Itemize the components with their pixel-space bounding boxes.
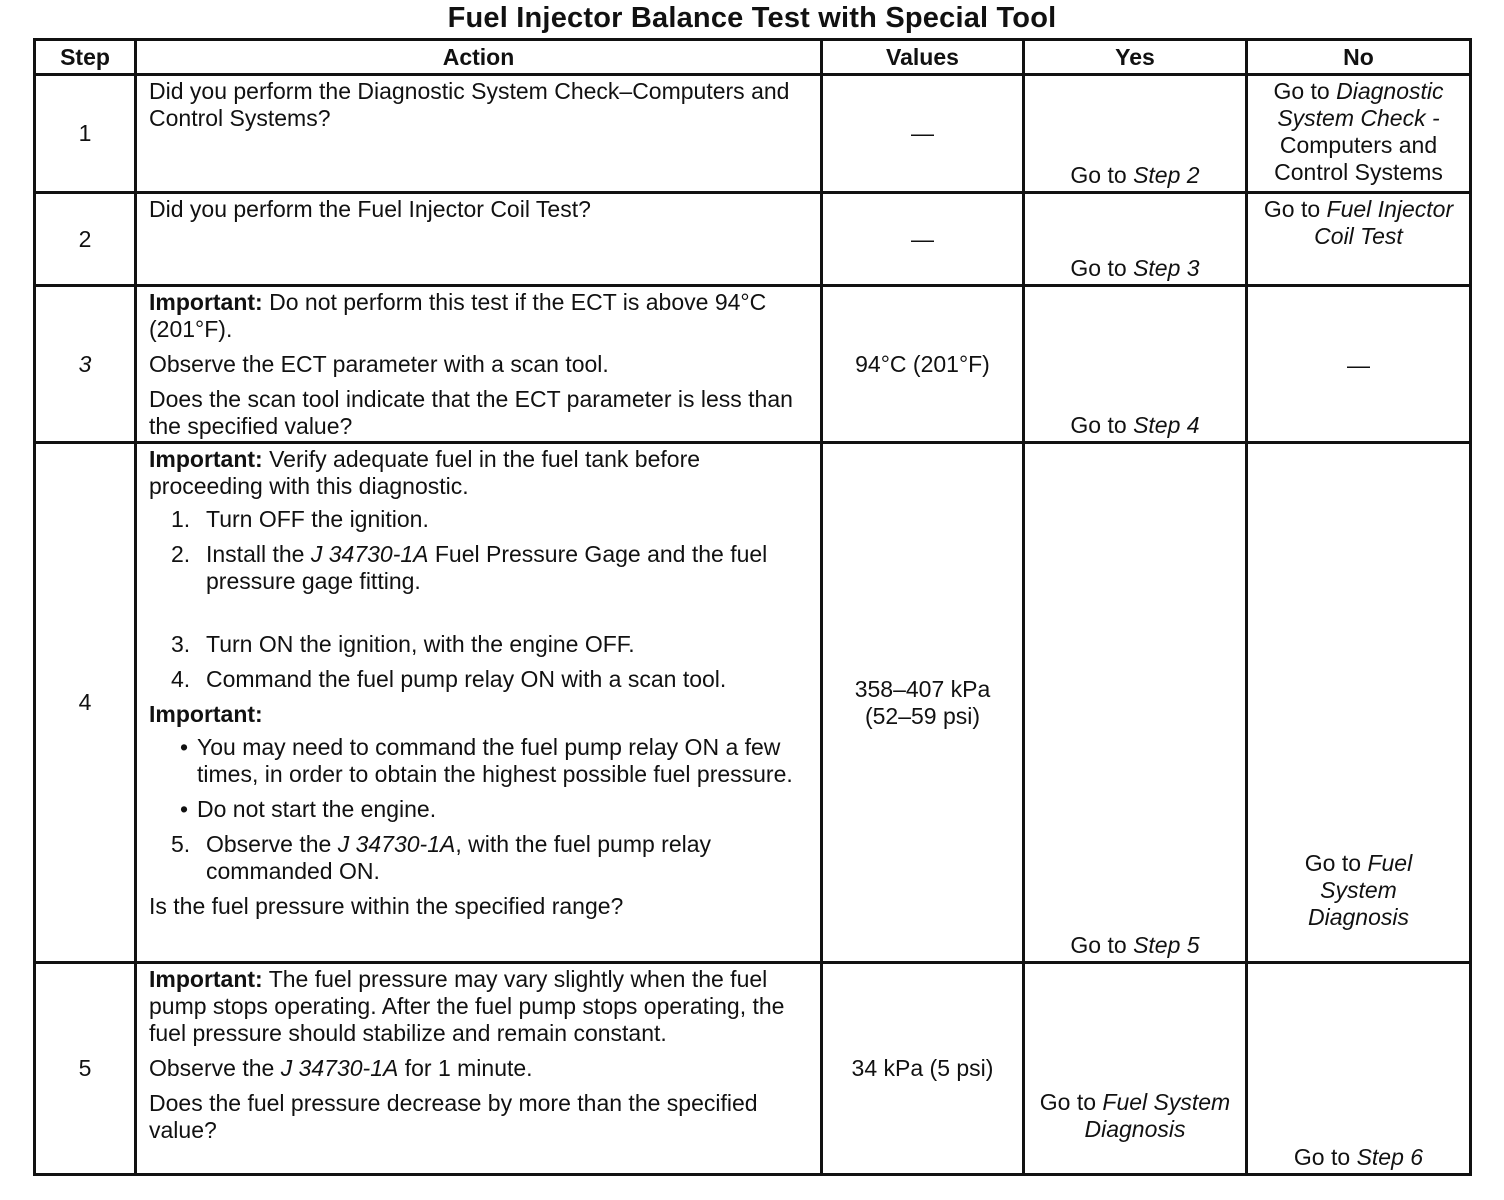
- values-line: 358–407 kPa: [854, 675, 991, 702]
- important-text: Do not perform this test if the ECT is above 94°C (201°F).: [149, 289, 767, 342]
- list-text-post: , with the fuel pump relay commanded ON.: [206, 831, 712, 884]
- important-note: [149, 966, 818, 1047]
- list-text: [206, 541, 818, 595]
- table-row: [35, 75, 1471, 193]
- list-text: Do not start the engine.: [197, 796, 437, 822]
- no-link[interactable]: Step 6: [1356, 1144, 1424, 1170]
- important-label: Important:: [149, 289, 263, 315]
- yes-prefix: Go to: [1070, 255, 1134, 281]
- yes-link[interactable]: Fuel System Diagnosis: [1084, 1089, 1231, 1142]
- list-number: 4.: [171, 666, 191, 692]
- values-cell: —: [822, 75, 1024, 193]
- list-text: Turn OFF the ignition.: [206, 506, 429, 532]
- table-row: [35, 286, 1471, 443]
- list-text-pre: Observe the: [206, 831, 338, 857]
- values-cell: —: [822, 193, 1024, 286]
- action-question: Does the fuel pressure decrease by more than the specified value?: [149, 1090, 758, 1143]
- step-number: 5: [35, 963, 136, 1175]
- yes-prefix: Go to: [1070, 932, 1134, 958]
- action-text-post: for 1 minute.: [398, 1055, 533, 1081]
- tool-reference: J 34730-1A: [310, 541, 429, 567]
- table-row: [35, 963, 1471, 1175]
- no-cell: [1247, 443, 1471, 963]
- important-note: [149, 446, 818, 500]
- page-title: Fuel Injector Balance Test with Special Tool: [447, 2, 1057, 34]
- list-text-post: Fuel Pressure Gage and the fuel pressure gage fitting.: [206, 541, 768, 594]
- header-row: [35, 40, 1471, 75]
- list-item: [171, 831, 818, 885]
- list-item: [171, 796, 818, 823]
- list-text: Command the fuel pump relay ON with a scan tool.: [206, 666, 727, 692]
- list-number: 3.: [171, 631, 191, 657]
- step-number: 1: [35, 75, 136, 193]
- action-text: Observe the ECT parameter with a scan tool.: [149, 351, 609, 377]
- bullet-icon: •: [179, 796, 189, 822]
- no-prefix: Go to: [1293, 1144, 1357, 1170]
- list-text: [206, 831, 818, 885]
- important-label: Important:: [149, 966, 263, 992]
- action-cell: [136, 963, 822, 1175]
- no-link[interactable]: Fuel System Diagnosis: [1308, 850, 1413, 930]
- header-no: No: [1247, 40, 1471, 75]
- yes-cell: [1024, 286, 1247, 443]
- important-note: [149, 289, 818, 343]
- no-prefix: Go to: [1273, 78, 1337, 104]
- list-text-pre: Install the: [206, 541, 311, 567]
- values-cell: [822, 443, 1024, 963]
- header-action: Action: [136, 40, 822, 75]
- action-text: Did you perform the Diagnostic System Check–Computers and Control Systems?: [149, 78, 790, 131]
- important-note: [149, 701, 818, 728]
- no-link[interactable]: Diagnostic System Check -: [1277, 78, 1444, 131]
- step-number: 2: [35, 193, 136, 286]
- no-suffix: Computers and Control Systems: [1274, 132, 1443, 185]
- important-label: Important:: [149, 701, 263, 727]
- tool-reference: J 34730-1A: [337, 831, 456, 857]
- bullet-list: [171, 734, 818, 823]
- yes-link[interactable]: Step 5: [1133, 932, 1200, 958]
- list-number: 2.: [171, 541, 191, 567]
- procedure-list: [171, 831, 818, 885]
- no-cell: —: [1247, 286, 1471, 443]
- yes-cell: [1024, 75, 1247, 193]
- list-text: Turn ON the ignition, with the engine OFF.: [206, 631, 635, 657]
- yes-link[interactable]: Step 2: [1133, 162, 1200, 188]
- no-wrapper: [1284, 850, 1434, 931]
- no-link[interactable]: Fuel Injector Coil Test: [1314, 196, 1454, 249]
- table-row: [35, 193, 1471, 286]
- step-number: [35, 286, 136, 443]
- action-question: Does the scan tool indicate that the ECT parameter is less than the specified value?: [149, 386, 793, 439]
- table-row: [35, 443, 1471, 963]
- list-number: 1.: [171, 506, 191, 532]
- header-step: Step: [35, 40, 136, 75]
- no-cell: [1247, 75, 1471, 193]
- list-item: [171, 734, 818, 788]
- step-number: 4: [35, 443, 136, 963]
- yes-cell: [1024, 963, 1247, 1175]
- yes-prefix: Go to: [1070, 162, 1134, 188]
- list-item: [171, 631, 818, 658]
- action-cell: [136, 193, 822, 286]
- action-cell: [136, 286, 822, 443]
- procedure-list: [171, 506, 818, 693]
- action-text: [149, 1055, 818, 1082]
- diagnostic-table: [33, 38, 1472, 1176]
- list-number: 5.: [171, 831, 191, 857]
- bullet-icon: •: [179, 734, 189, 760]
- important-label: Important:: [149, 446, 263, 472]
- no-cell: [1247, 193, 1471, 286]
- yes-prefix: Go to: [1070, 412, 1134, 438]
- important-text: The fuel pressure may vary slightly when the fuel pump stops operating. After the fuel pump stops operating, the fuel pressure should stabilize and remain constant.: [149, 966, 785, 1046]
- no-cell: [1247, 963, 1471, 1175]
- yes-link[interactable]: Step 3: [1133, 255, 1200, 281]
- yes-prefix: Go to: [1039, 1089, 1103, 1115]
- important-text: Verify adequate fuel in the fuel tank before proceeding with this diagnostic.: [149, 446, 701, 499]
- list-item: [171, 506, 818, 533]
- list-text: You may need to command the fuel pump relay ON a few times, in order to obtain the highest possible fuel pressure.: [197, 734, 793, 787]
- header-yes: Yes: [1024, 40, 1247, 75]
- step-number-text: 3: [78, 350, 92, 377]
- action-question: Is the fuel pressure within the specified range?: [149, 893, 624, 919]
- yes-cell: [1024, 443, 1247, 963]
- action-cell: [136, 75, 822, 193]
- list-item: [171, 541, 818, 595]
- values-cell: 94°C (201°F): [822, 286, 1024, 443]
- action-text-pre: Observe the: [149, 1055, 281, 1081]
- no-prefix: Go to: [1304, 850, 1368, 876]
- tool-reference: J 34730-1A: [280, 1055, 399, 1081]
- action-text: Did you perform the Fuel Injector Coil Test?: [149, 196, 591, 222]
- header-values: Values: [822, 40, 1024, 75]
- values-cell: 34 kPa (5 psi): [822, 963, 1024, 1175]
- action-cell: [136, 443, 822, 963]
- list-item: [171, 666, 818, 693]
- yes-cell: [1024, 193, 1247, 286]
- values-line: (52–59 psi): [864, 702, 981, 729]
- no-prefix: Go to: [1263, 196, 1327, 222]
- yes-link[interactable]: Step 4: [1133, 412, 1200, 438]
